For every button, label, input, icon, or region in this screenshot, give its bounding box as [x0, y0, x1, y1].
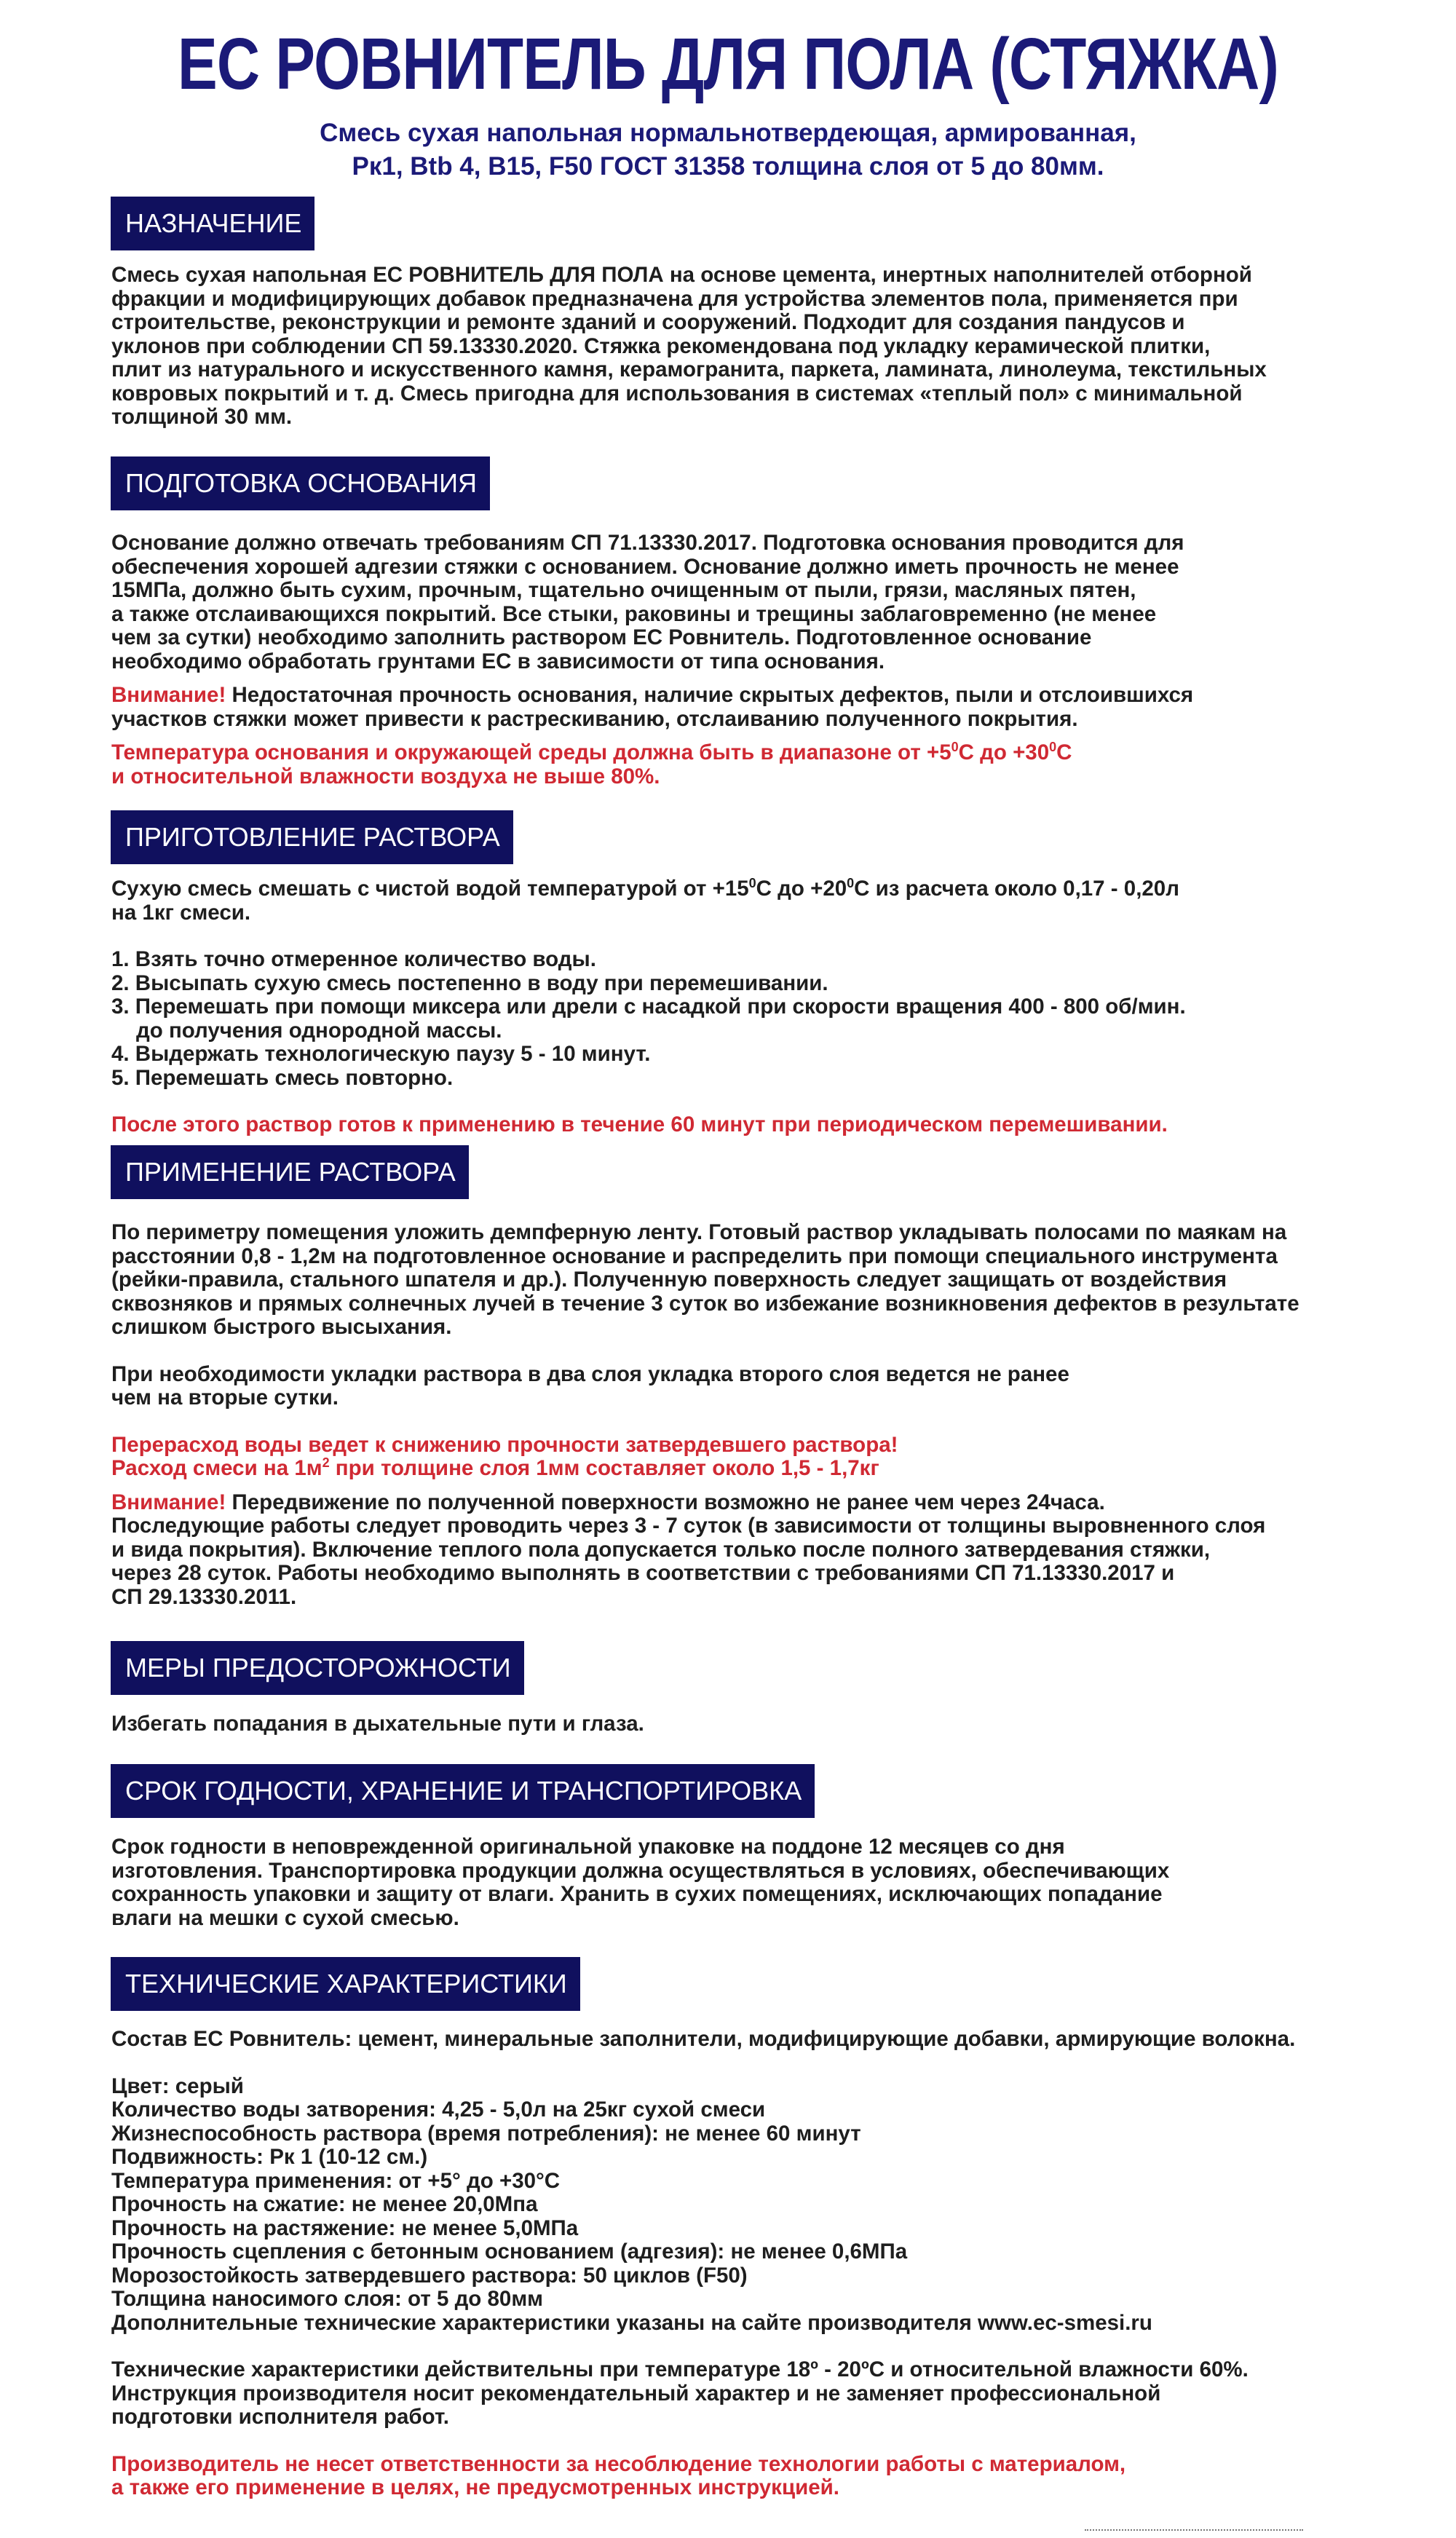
- spec-item: Морозостойкость затвердевшего раствора: 50 циклов (F50): [111, 2263, 748, 2288]
- text-line: СП 29.13330.2011.: [111, 1584, 297, 1609]
- text-line: сквозняков и прямых солнечных лучей в течение 3 суток во избежание возникновения дефектов в результате: [111, 1291, 1299, 1316]
- spec-item: Цвет: серый: [111, 2074, 244, 2098]
- text-line: сохранность упаковки и защиту от влаги. Хранить в сухих помещениях, исключающих попадание: [111, 1882, 1163, 1906]
- page-title: ЕС РОВНИТЕЛЬ ДЛЯ ПОЛА (СТЯЖКА): [178, 23, 1278, 105]
- spec-item: Количество воды затворения: 4,25 - 5,0л на 25кг сухой смеси: [111, 2098, 766, 2122]
- subtitle-line: Смесь сухая напольная нормальнотвердеющая, армированная,: [320, 119, 1136, 147]
- spec-item: Прочность сцепления с бетонным основанием (адгезия): не менее 0,6МПа: [111, 2239, 908, 2264]
- warning-label: Внимание!: [111, 683, 226, 707]
- purpose-heading: НАЗНАЧЕНИЕ: [111, 197, 314, 250]
- step-item: 1. Взять точно отмеренное количество воды.: [111, 947, 596, 971]
- storage-heading: СРОК ГОДНОСТИ, ХРАНЕНИЕ И ТРАНСПОРТИРОВКА: [111, 1764, 815, 1818]
- spec-item: Температура применения: от +5° до +30°С: [111, 2168, 561, 2193]
- text-line: (рейки-правила, стального шпателя и др.). Полученную поверхность следует защищать от воздействия: [111, 1268, 1227, 1292]
- spec-item: Подвижность: Рк 1 (10-12 см.): [111, 2145, 428, 2169]
- text-line: Последующие работы следует проводить через 3 - 7 суток (в зависимости от толщины выровненного слоя: [111, 1514, 1266, 1538]
- text-line: Смесь сухая напольная ЕС РОВНИТЕЛЬ ДЛЯ ПОЛА на основе цемента, инертных наполнителей отборной: [111, 263, 1252, 287]
- step-item: 4. Выдержать технологическую паузу 5 - 10 минут.: [111, 1042, 651, 1066]
- validity-line: Инструкция производителя носит рекомендательный характер и не заменяет профессиональной: [111, 2381, 1161, 2405]
- purpose-text: [111, 264, 1267, 430]
- text-line: Срок годности в неповрежденной оригинальной упаковке на поддоне 12 месяцев со дня: [111, 1835, 1065, 1859]
- text-line: влаги на мешки с сухой смесью.: [111, 1905, 459, 1930]
- text-line: а также отслаивающихся покрытий. Все стыки, раковины и трещины заблаговременно (не менее: [111, 601, 1157, 626]
- spec-item: Прочность на сжатие: не менее 20,0Мпа: [111, 2192, 538, 2216]
- text-line: уклонов при соблюдении СП 59.13330.2020. Стяжка рекомендована под укладку керамической плитки,: [111, 333, 1211, 358]
- step-item: 5. Перемешать смесь повторно.: [111, 1065, 454, 1090]
- text-line: необходимо обработать грунтами ЕС в зависимости от типа основания.: [111, 649, 885, 673]
- subtitle-line: Рк1, Btb 4, В15, F50 ГОСТ 31358 толщина слоя от 5 до 80мм.: [352, 152, 1104, 181]
- preparation-heading: ПОДГОТОВКА ОСНОВАНИЯ: [111, 456, 490, 510]
- spec-item: Жизнеспособность раствора (время потребления): не менее 60 минут: [111, 2121, 861, 2146]
- warning-line: Внимание! Недостаточная прочность основания, наличие скрытых дефектов, пыли и отслоившихся: [111, 683, 1194, 707]
- application-text: [111, 1221, 1299, 1609]
- preparation-text: [111, 531, 1193, 788]
- text-line: чем за сутки) необходимо заполнить раствором ЕС Ровнитель. Подготовленное основание: [111, 625, 1092, 649]
- text-line: Основание должно отвечать требованиям СП 71.13330.2017. Подготовка основания проводится для: [111, 531, 1184, 555]
- text-line: расстоянии 0,8 - 1,2м на подготовленное основание и распределить при помощи специального инструмента: [111, 1244, 1278, 1268]
- consumption-note: Расход смеси на $1м^2$ при толщине слоя 1мм составляет около 1,5 - 1,7кг: [111, 1455, 879, 1480]
- spec-item: Толщина наносимого слоя: от 5 до 80мм: [111, 2287, 543, 2311]
- warning-label: Внимание!: [111, 1490, 226, 1514]
- text-line: слишком быстрого высыхания.: [111, 1315, 452, 1339]
- text-line: толщиной 30 мм.: [111, 405, 293, 429]
- warning-line: Внимание! Передвижение по полученной поверхности возможно не ранее чем через 24часа.: [111, 1490, 1105, 1514]
- mixing-heading: ПРИГОТОВЛЕНИЕ РАСТВОРА: [111, 810, 513, 864]
- mixing-note: После этого раствор готов к применению в течение 60 минут при периодическом перемешивании.: [111, 1112, 1168, 1136]
- temperature-note: Температура основания и окружающей среды должна быть в диапазоне от $+5^0С$ до $+30^0С$: [111, 740, 1072, 764]
- precautions-text: Избегать попадания в дыхательные пути и глаза.: [111, 1712, 644, 1736]
- text-line: По периметру помещения уложить демпферную ленту. Готовый раствор укладывать полосами по маякам на: [111, 1220, 1287, 1244]
- footer-divider: [1085, 2529, 1303, 2535]
- disclaimer-line: а также его применение в целях, не предусмотренных инструкцией.: [111, 2475, 839, 2499]
- mixing-text: [111, 877, 1186, 1137]
- page-subtitle: [0, 116, 1456, 183]
- text-line: 15МПа, должно быть сухим, прочным, тщательно очищенным от пыли, грязи, масляных пятен,: [111, 578, 1136, 602]
- text-line: через 28 суток. Работы необходимо выполнять в соответствии с требованиями СП 71.13330.2017 и: [111, 1561, 1175, 1585]
- text-line: изготовления. Транспортировка продукции должна осуществляться в условиях, обеспечивающих: [111, 1858, 1170, 1883]
- composition-line: Состав ЕС Ровнитель: цемент, минеральные заполнители, модифицирующие добавки, армирующие волокна.: [111, 2027, 1296, 2051]
- step-item: 2. Высыпать сухую смесь постепенно в воду при перемешивании.: [111, 970, 828, 995]
- step-item: 3. Перемешать при помощи миксера или дрели с насадкой при скорости вращения 400 - 800 об/мин.: [111, 995, 1186, 1019]
- text-line: Сухую смесь смешать с чистой водой температурой от $+15^0С$ до $+20^0С$ из расчета около 0,17 - 0,20л: [111, 876, 1179, 901]
- text-line: ковровых покрытий и т. д. Смесь пригодна для использования в системах «теплый пол» с минимальной: [111, 381, 1243, 406]
- application-heading: ПРИМЕНЕНИЕ РАСТВОРА: [111, 1145, 469, 1199]
- text-line: и вида покрытия). Включение теплого пола допускается только после полного затвердевания стяжки,: [111, 1537, 1211, 1562]
- text-line: чем на вторые сутки.: [111, 1385, 339, 1410]
- spec-item: Дополнительные технические характеристики указаны на сайте производителя www.ec-smesi.ru: [111, 2310, 1152, 2335]
- validity-line: подготовки исполнителя работ.: [111, 2405, 449, 2429]
- water-warning: Перерасход воды ведет к снижению прочности затвердевшего раствора!: [111, 1432, 898, 1457]
- text-line: на 1кг смеси.: [111, 900, 251, 925]
- spec-item: Прочность на растяжение: не менее 5,0МПа: [111, 2215, 579, 2240]
- text-line: строительстве, реконструкции и ремонте зданий и сооружений. Подходит для создания пандусов и: [111, 310, 1185, 334]
- disclaimer-line: Производитель не несет ответственности за несоблюдение технологии работы с материалом,: [111, 2451, 1126, 2476]
- text-line: фракции и модифицирующих добавок предназначена для устройства элементов пола, применяется при: [111, 286, 1238, 311]
- text-line: плит из натурального и искусственного камня, керамогранита, паркета, ламината, линолеума, текстильных: [111, 357, 1267, 382]
- text-line: участков стяжки может привести к растрескиванию, отслаиванию полученного покрытия.: [111, 706, 1078, 731]
- specs-heading: ТЕХНИЧЕСКИЕ ХАРАКТЕРИСТИКИ: [111, 1957, 580, 2011]
- validity-line: Технические характеристики действительны при температуре 18º - 20ºС и относительной влажности 60%.: [111, 2357, 1249, 2381]
- step-item: до получения однородной массы.: [136, 1018, 502, 1043]
- humidity-note: и относительной влажности воздуха не выше 80%.: [111, 764, 660, 788]
- precautions-heading: МЕРЫ ПРЕДОСТОРОЖНОСТИ: [111, 1641, 524, 1695]
- text-line: обеспечения хорошей адгезии стяжки с основанием. Основание должно иметь прочность не менее: [111, 554, 1179, 579]
- storage-text: [111, 1835, 1169, 1930]
- text-line: При необходимости укладки раствора в два слоя укладка второго слоя ведется не ранее: [111, 1361, 1069, 1386]
- specs-text: [111, 2028, 1295, 2500]
